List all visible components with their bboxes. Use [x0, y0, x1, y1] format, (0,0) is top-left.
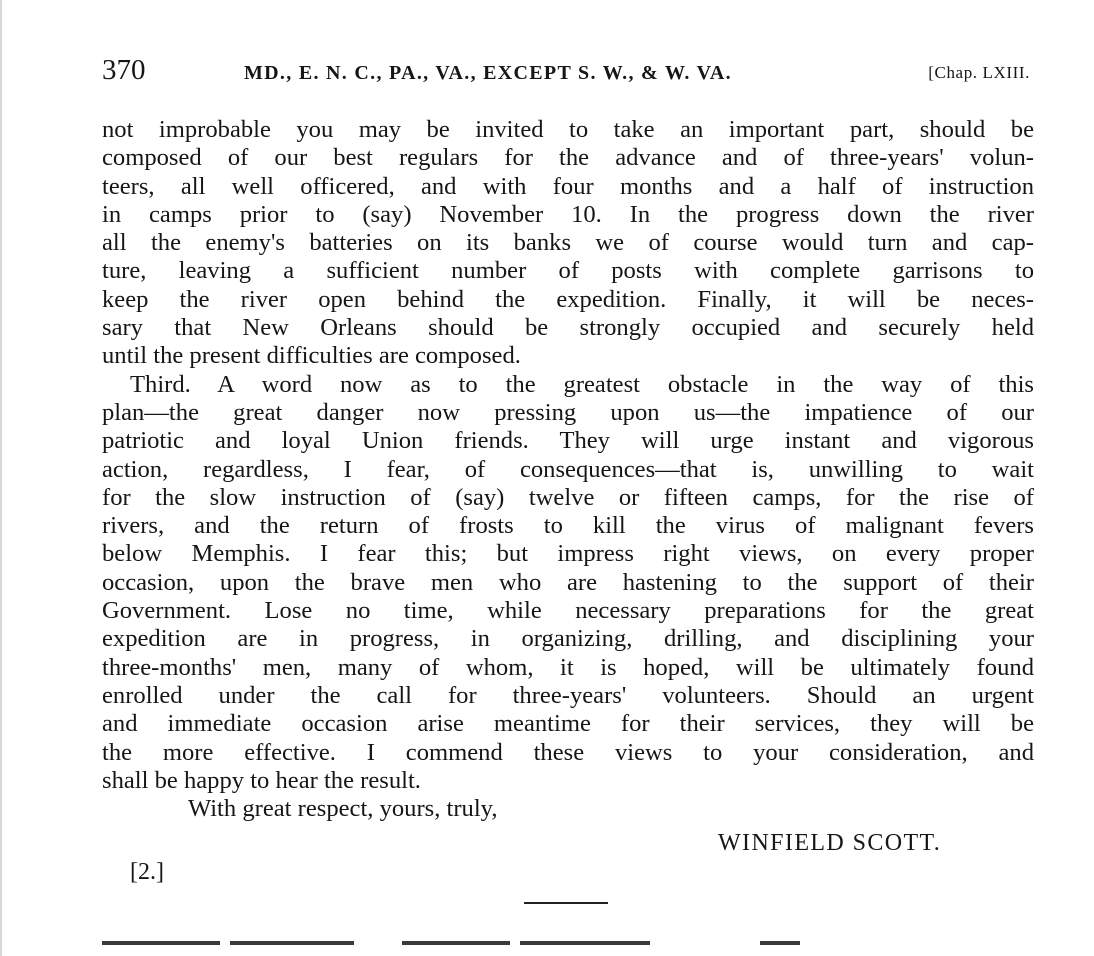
cut-off-text-line	[102, 941, 802, 956]
text-line: enrolled under the call for three-years' volunteers. Should an urgent	[102, 681, 1034, 709]
text-line: Government. Lose no time, while necessary preparations for the great	[102, 597, 1034, 625]
text-line: and immediate occasion arise meantime for their services, they will be	[102, 710, 1034, 738]
text-line: until the present difficulties are composed.	[102, 342, 521, 370]
closing-salutation: With great respect, yours, truly,	[188, 795, 498, 823]
page-edge	[0, 0, 2, 956]
text-line: patriotic and loyal Union friends. They will urge instant and vigorous	[102, 427, 1034, 455]
paragraph-continued	[102, 116, 1034, 371]
header-title: MD., E. N. C., PA., VA., EXCEPT S. W., & W. VA.	[244, 62, 732, 84]
text-line: sary that New Orleans should be strongly occupied and securely held	[102, 314, 1034, 342]
section-divider	[524, 902, 608, 904]
text-line: plan—the great danger now pressing upon us—the impatience of our	[102, 398, 1034, 426]
running-header	[102, 54, 1032, 90]
paragraph-third	[102, 371, 1034, 795]
page-number: 370	[102, 54, 146, 86]
text-line: all the enemy's batteries on its banks we of course would turn and cap-	[102, 229, 1034, 257]
text-line: composed of our best regulars for the advance and of three-years' volun-	[102, 144, 1034, 172]
chapter-label: [Chap. LXIII.	[928, 63, 1030, 82]
text-line: ture, leaving a sufficient number of posts with complete garrisons to	[102, 257, 1034, 285]
text-line: Third. A word now as to the greatest obstacle in the way of this	[130, 370, 1034, 398]
document-number: [2.]	[130, 859, 164, 885]
text-line: in camps prior to (say) November 10. In the progress down the river	[102, 200, 1034, 228]
text-line: action, regardless, I fear, of consequences—that is, unwilling to wait	[102, 455, 1034, 483]
text-line: for the slow instruction of (say) twelve or fifteen camps, for the rise of	[102, 483, 1034, 511]
text-line: teers, all well officered, and with four months and a half of instruction	[102, 172, 1034, 200]
text-line: below Memphis. I fear this; but impress right views, on every proper	[102, 540, 1034, 568]
text-line: not improbable you may be invited to take an important part, should be	[102, 116, 1034, 143]
text-line: rivers, and the return of frosts to kill the virus of malignant fevers	[102, 512, 1034, 540]
text-line: expedition are in progress, in organizing, drilling, and disciplining your	[102, 625, 1034, 653]
signature: WINFIELD SCOTT.	[718, 830, 942, 856]
text-line: three-months' men, many of whom, it is hoped, will be ultimately found	[102, 653, 1034, 681]
text-line: occasion, upon the brave men who are hastening to the support of their	[102, 568, 1034, 596]
letter-body	[102, 116, 1034, 823]
text-line: shall be happy to hear the result.	[102, 766, 421, 794]
text-line: keep the river open behind the expedition. Finally, it will be neces-	[102, 285, 1034, 313]
text-line: the more effective. I commend these views to your consideration, and	[102, 738, 1034, 766]
